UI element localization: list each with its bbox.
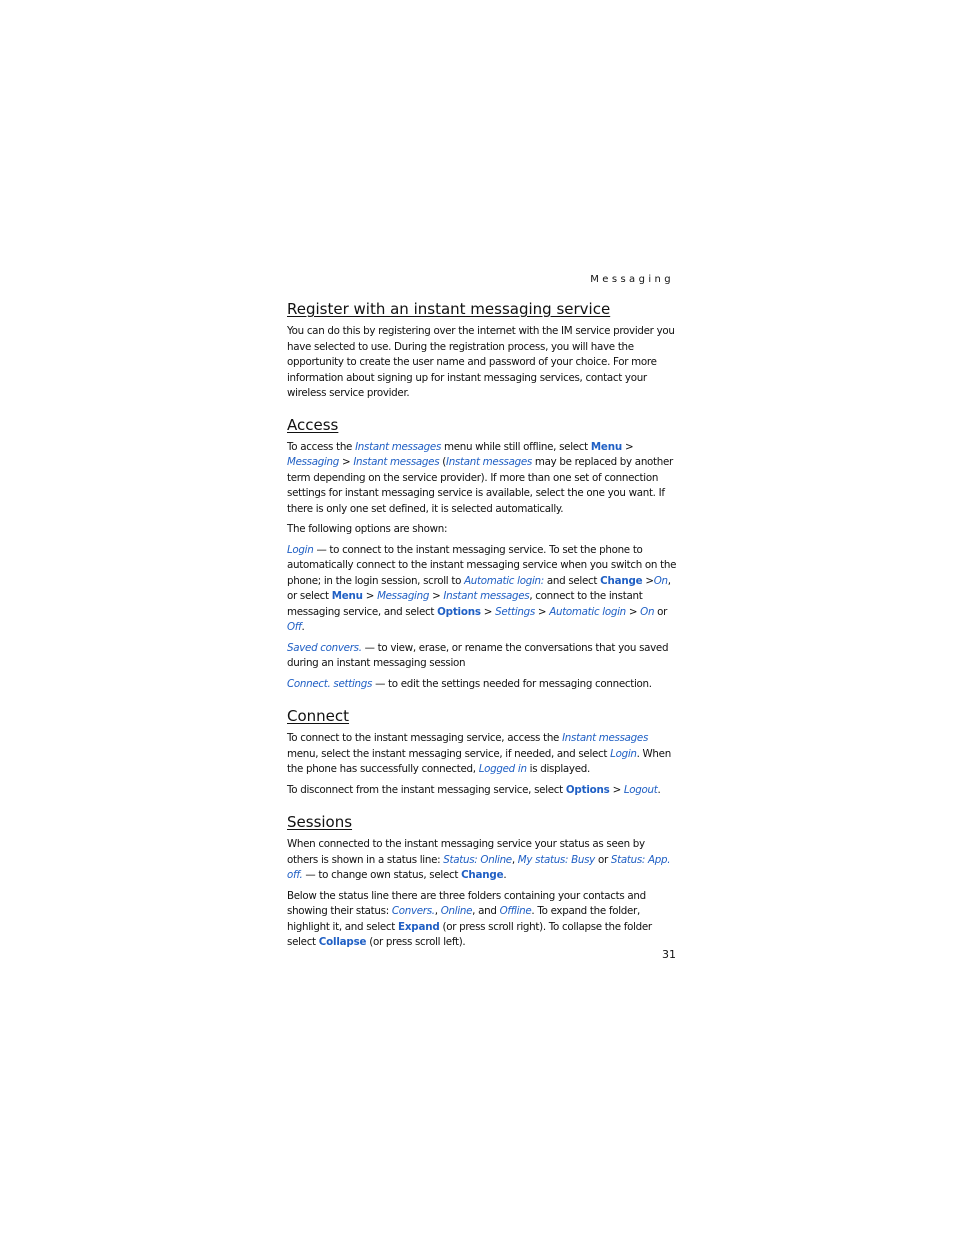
section-register: [287, 298, 677, 402]
page-number: 31: [662, 948, 676, 961]
softkey-term: Menu: [331, 590, 363, 602]
text-run: ,: [511, 853, 518, 866]
text-run: or: [654, 605, 668, 618]
text-run: .: [503, 869, 507, 881]
menu-term: Instant messages: [353, 456, 440, 468]
text-run: To connect to the instant messaging service, access the: [287, 732, 563, 744]
section-access: [287, 414, 677, 693]
register-paragraph: You can do this by registering over the internet with the IM service provider you have selected to use. During the registration process, you will have the opportunity to create the user name and password of your choice. For more information about signing up for instant messaging services, contact your wireless service provider.: [287, 325, 675, 399]
section-sessions: [287, 811, 677, 951]
text-run: >: [609, 783, 624, 796]
text-run: >: [429, 590, 444, 602]
text-run: , and: [472, 905, 500, 917]
text-run: .: [657, 783, 661, 796]
text-run: When connected to the instant messaging service your status as seen by others is shown in a status line:: [287, 838, 645, 866]
menu-term: On: [653, 574, 668, 587]
menu-term: Status: Online: [443, 853, 512, 866]
text-run: (or press scroll left).: [366, 936, 466, 948]
menu-term: Settings: [495, 605, 535, 618]
text-run: — to view, erase, or rename the conversations that you saved during an instant messaging session: [287, 641, 669, 669]
menu-term: Online: [440, 905, 473, 917]
text-run: — to change own status, select: [302, 869, 462, 881]
text-run: is displayed.: [526, 763, 590, 775]
menu-term: Login: [287, 543, 314, 556]
menu-term: Messaging: [287, 456, 340, 468]
menu-term: Instant messages: [443, 590, 530, 602]
text-run: menu, select the instant messaging service, if needed, and select: [287, 747, 611, 760]
heading-access: Access: [287, 415, 339, 434]
softkey-term: Collapse: [318, 936, 367, 948]
text-run: . To expand the folder, highlight it, and select: [287, 905, 640, 933]
menu-term: Offline: [499, 905, 532, 917]
text-run: (: [439, 456, 446, 468]
softkey-term: Menu: [590, 440, 622, 453]
menu-term: Connect. settings: [287, 677, 373, 690]
menu-term: Messaging: [377, 590, 430, 602]
text-run: >: [362, 590, 378, 602]
menu-term: Convers.: [391, 905, 435, 917]
section-connect: [287, 705, 677, 798]
menu-term: Automatic login: [549, 605, 626, 618]
options-intro: The following options are shown:: [287, 523, 448, 535]
heading-connect: Connect: [287, 707, 350, 725]
text-run: , connect to the instant messaging service, and select: [287, 590, 643, 618]
text-run: To access the: [287, 440, 356, 453]
text-run: >: [480, 605, 496, 618]
menu-term: Login: [610, 747, 637, 760]
softkey-term: Change: [600, 574, 643, 587]
text-run: >: [621, 440, 634, 453]
option-login: [287, 543, 677, 636]
menu-term: Logout: [623, 783, 658, 796]
softkey-term: Options: [565, 783, 610, 796]
menu-term: Instant messages: [445, 456, 532, 468]
softkey-term: Options: [437, 605, 481, 618]
sessions-status-paragraph: [287, 837, 677, 884]
heading-sessions: Sessions: [287, 813, 353, 831]
disconnect-paragraph: [287, 783, 677, 799]
menu-term: Status: App. off.: [287, 853, 671, 881]
menu-term: Automatic login:: [464, 574, 544, 587]
option-saved-convers: [287, 641, 677, 672]
menu-term: My status: Busy: [517, 853, 595, 866]
text-run: — to connect to the instant messaging service. To set the phone to automatically connect to the instant messaging service when you switch on the phone; in the login session, scroll to: [287, 543, 677, 587]
menu-term: Instant messages: [562, 732, 649, 744]
text-run: . When the phone has successfully connected,: [287, 747, 671, 775]
access-paragraph: [287, 440, 677, 518]
text-run: >: [625, 605, 641, 618]
text-run: and select: [543, 574, 601, 587]
sessions-folders-paragraph: [287, 889, 677, 951]
running-header: Messaging: [590, 274, 674, 285]
option-connect-settings: [287, 677, 677, 693]
menu-term: On: [640, 605, 655, 618]
text-run: >: [339, 456, 354, 468]
text-run: menu while still offline, select: [441, 440, 591, 453]
text-run: , or select: [287, 574, 671, 602]
softkey-term: Expand: [398, 920, 440, 933]
text-run: ,: [434, 905, 441, 917]
heading-register: Register with an instant messaging service: [287, 300, 611, 318]
softkey-term: Change: [461, 869, 504, 881]
text-run: Below the status line there are three folders containing your contacts and showing their status:: [287, 889, 646, 917]
text-run: (or press scroll right). To collapse the folder select: [287, 920, 652, 948]
text-run: — to edit the settings needed for messaging connection.: [372, 677, 652, 690]
text-run: To disconnect from the instant messaging service, select: [287, 783, 566, 796]
text-run: or: [594, 853, 611, 866]
text-run: >: [534, 605, 550, 618]
menu-term: Instant messages: [355, 440, 442, 453]
text-run: may be replaced by another term depending on the service provider). If more than one set of connection settings for instant messaging service is available, select the one you want. If there is only one set defined, it is selected automatically.: [287, 456, 673, 515]
connect-paragraph: [287, 731, 677, 778]
menu-term: Off: [287, 621, 302, 633]
text-run: .: [301, 621, 305, 633]
menu-term: Logged in: [478, 763, 527, 775]
page-content: [287, 298, 677, 964]
menu-term: Saved convers.: [287, 641, 362, 654]
text-run: >: [642, 574, 654, 587]
